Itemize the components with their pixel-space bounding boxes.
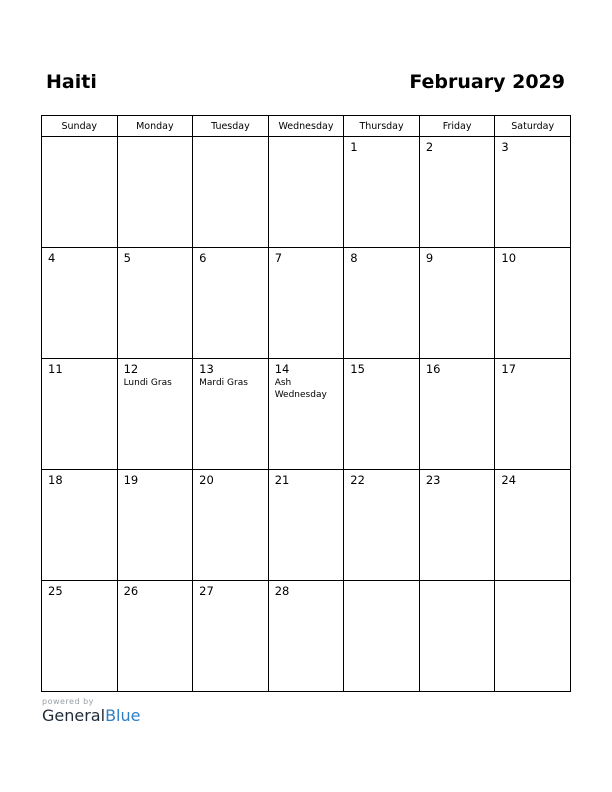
day-number: 19 [123,473,139,487]
day-cell [419,581,495,692]
day-cell [495,359,571,470]
day-number [118,137,193,141]
day-cell [495,470,571,581]
day-cell [344,248,420,359]
powered-by-text: powered by [42,697,94,706]
day-number: 16 [425,362,441,376]
day-number: 14 [274,362,290,376]
day-number: 11 [48,362,63,376]
day-number: 15 [350,362,365,376]
day-number: 23 [425,473,441,487]
day-cell [344,137,420,248]
day-cell [117,470,193,581]
day-number: 28 [274,584,290,598]
day-number: 21 [274,473,290,487]
day-cell [268,470,344,581]
day-cell [193,248,269,359]
day-number: 5 [123,251,131,265]
day-cell [117,248,193,359]
day-cell [268,359,344,470]
day-cell [495,248,571,359]
day-number [193,137,268,141]
day-number: 26 [123,584,139,598]
day-cell [344,470,420,581]
day-number: 10 [501,251,517,265]
day-number: 13 [199,362,214,376]
day-cell [193,359,269,470]
day-number: 17 [501,362,517,376]
week-row-3 [42,359,571,470]
holiday-label: Mardi Gras [199,378,248,388]
brand-blue-text: Blue [105,706,141,725]
day-number: 2 [425,140,434,154]
day-number: 9 [425,251,434,265]
weekday-monday: Monday [117,116,193,137]
day-cell [117,137,193,248]
day-cell [193,581,269,692]
holiday-label: Lundi Gras [123,378,172,388]
weekday-header-row [42,116,571,137]
brand-general-text: General [42,706,106,725]
day-cell [419,470,495,581]
day-cell [419,248,495,359]
day-number [269,137,344,141]
day-cell [42,248,118,359]
week-row-5 [42,581,571,692]
week-row-2 [42,248,571,359]
day-number: 20 [199,473,214,487]
holiday-label: Ash Wednesday [274,378,327,400]
weekday-thursday: Thursday [344,116,420,137]
week-row-1 [42,137,571,248]
day-number: 27 [199,584,214,598]
week-row-4 [42,470,571,581]
day-cell [42,137,118,248]
day-cell [268,581,344,692]
weekday-friday: Friday [419,116,495,137]
month-year-title: February 2029 [409,71,565,93]
day-number [42,137,117,141]
day-cell [42,581,118,692]
day-cell [268,248,344,359]
day-number: 25 [48,584,63,598]
generalblue-logo[interactable] [42,706,140,725]
day-number: 1 [350,140,358,154]
calendar-grid [41,115,571,692]
day-cell [117,581,193,692]
day-number: 7 [274,251,283,265]
day-cell [42,470,118,581]
day-number: 3 [501,140,509,154]
day-number [344,581,419,585]
day-number [495,581,570,585]
day-cell [419,359,495,470]
day-cell [495,581,571,692]
weekday-wednesday: Wednesday [268,116,344,137]
day-cell [193,137,269,248]
weekday-tuesday: Tuesday [193,116,269,137]
day-number: 22 [350,473,365,487]
day-number: 12 [123,362,139,376]
country-title: Haiti [46,71,97,93]
day-number: 24 [501,473,517,487]
day-number: 8 [350,251,358,265]
day-number: 6 [199,251,207,265]
day-cell [268,137,344,248]
day-number [420,581,495,585]
day-cell [495,137,571,248]
day-cell [419,137,495,248]
day-cell [344,581,420,692]
day-number: 18 [48,473,63,487]
footer-branding [42,697,140,725]
day-number: 4 [48,251,56,265]
weekday-saturday: Saturday [495,116,571,137]
day-cell [344,359,420,470]
day-cell [117,359,193,470]
weekday-sunday: Sunday [42,116,118,137]
day-cell [42,359,118,470]
day-cell [193,470,269,581]
